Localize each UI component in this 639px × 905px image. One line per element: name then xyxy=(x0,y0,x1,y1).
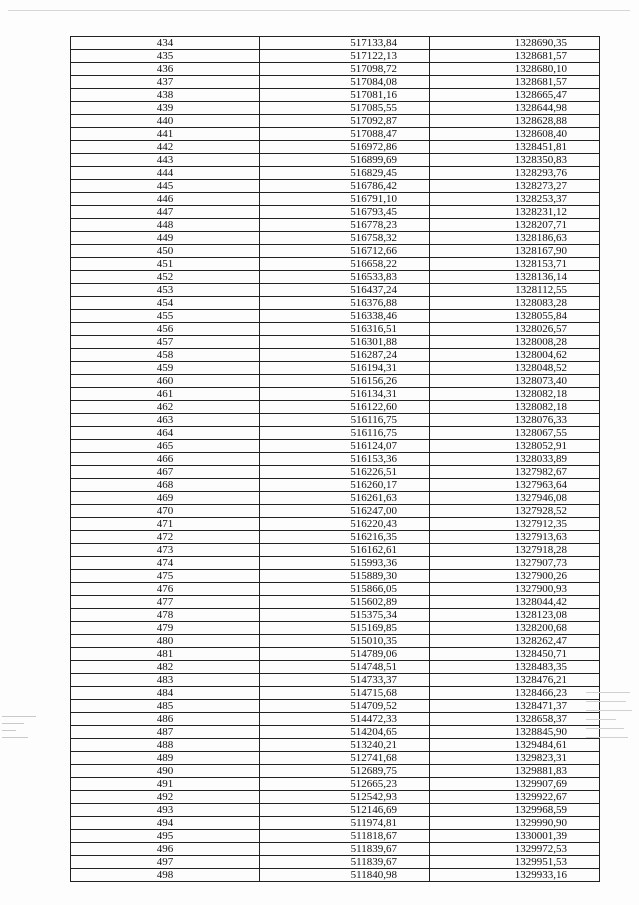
x-coordinate-cell: 512542,93 xyxy=(260,791,430,804)
table-row xyxy=(71,63,600,76)
x-coordinate-cell: 516793,45 xyxy=(260,206,430,219)
table-row xyxy=(71,180,600,193)
x-coordinate-cell: 514472,33 xyxy=(260,713,430,726)
x-coordinate-cell: 511839,67 xyxy=(260,843,430,856)
point-number-cell: 466 xyxy=(71,453,260,466)
point-number-cell: 492 xyxy=(71,791,260,804)
x-coordinate-cell: 515602,89 xyxy=(260,596,430,609)
x-coordinate-cell: 516122,60 xyxy=(260,401,430,414)
point-number-cell: 436 xyxy=(71,63,260,76)
point-number-cell: 476 xyxy=(71,583,260,596)
x-coordinate-cell: 516778,23 xyxy=(260,219,430,232)
x-coordinate-cell: 516786,42 xyxy=(260,180,430,193)
table-row xyxy=(71,89,600,102)
y-coordinate-cell: 1328628,88 xyxy=(430,115,600,128)
y-coordinate-cell: 1328067,55 xyxy=(430,427,600,440)
point-number-cell: 469 xyxy=(71,492,260,505)
point-number-cell: 487 xyxy=(71,726,260,739)
x-coordinate-cell: 516116,75 xyxy=(260,427,430,440)
y-coordinate-cell: 1328048,52 xyxy=(430,362,600,375)
point-number-cell: 450 xyxy=(71,245,260,258)
point-number-cell: 496 xyxy=(71,843,260,856)
point-number-cell: 488 xyxy=(71,739,260,752)
x-coordinate-cell: 516899,69 xyxy=(260,154,430,167)
y-coordinate-cell: 1327900,93 xyxy=(430,583,600,596)
x-coordinate-cell: 517098,72 xyxy=(260,63,430,76)
x-coordinate-cell: 516658,22 xyxy=(260,258,430,271)
y-coordinate-cell: 1328004,62 xyxy=(430,349,600,362)
point-number-cell: 443 xyxy=(71,154,260,167)
table-row xyxy=(71,518,600,531)
point-number-cell: 458 xyxy=(71,349,260,362)
table-row xyxy=(71,401,600,414)
x-coordinate-cell: 515010,35 xyxy=(260,635,430,648)
y-coordinate-cell: 1328083,28 xyxy=(430,297,600,310)
table-row xyxy=(71,505,600,518)
table-row xyxy=(71,427,600,440)
y-coordinate-cell: 1329484,61 xyxy=(430,739,600,752)
point-number-cell: 473 xyxy=(71,544,260,557)
point-number-cell: 456 xyxy=(71,323,260,336)
x-coordinate-cell: 516261,63 xyxy=(260,492,430,505)
x-coordinate-cell: 516162,61 xyxy=(260,544,430,557)
x-coordinate-cell: 517084,08 xyxy=(260,76,430,89)
point-number-cell: 497 xyxy=(71,856,260,869)
x-coordinate-cell: 516216,35 xyxy=(260,531,430,544)
table-row xyxy=(71,596,600,609)
table-row xyxy=(71,323,600,336)
y-coordinate-cell: 1328293,76 xyxy=(430,167,600,180)
x-coordinate-cell: 516712,66 xyxy=(260,245,430,258)
y-coordinate-cell: 1328026,57 xyxy=(430,323,600,336)
table-row xyxy=(71,609,600,622)
y-coordinate-cell: 1328200,68 xyxy=(430,622,600,635)
point-number-cell: 438 xyxy=(71,89,260,102)
point-number-cell: 483 xyxy=(71,674,260,687)
y-coordinate-cell: 1329972,53 xyxy=(430,843,600,856)
x-coordinate-cell: 515866,05 xyxy=(260,583,430,596)
point-number-cell: 480 xyxy=(71,635,260,648)
table-row xyxy=(71,479,600,492)
point-number-cell: 448 xyxy=(71,219,260,232)
y-coordinate-cell: 1327963,64 xyxy=(430,479,600,492)
point-number-cell: 459 xyxy=(71,362,260,375)
table-row xyxy=(71,804,600,817)
point-number-cell: 474 xyxy=(71,557,260,570)
x-coordinate-cell: 517092,87 xyxy=(260,115,430,128)
table-row xyxy=(71,674,600,687)
table-row xyxy=(71,50,600,63)
x-coordinate-cell: 512689,75 xyxy=(260,765,430,778)
x-coordinate-cell: 516226,51 xyxy=(260,466,430,479)
point-number-cell: 491 xyxy=(71,778,260,791)
point-number-cell: 475 xyxy=(71,570,260,583)
point-number-cell: 482 xyxy=(71,661,260,674)
y-coordinate-cell: 1328681,57 xyxy=(430,50,600,63)
point-number-cell: 442 xyxy=(71,141,260,154)
point-number-cell: 494 xyxy=(71,817,260,830)
point-number-cell: 470 xyxy=(71,505,260,518)
x-coordinate-cell: 516376,88 xyxy=(260,297,430,310)
table-row xyxy=(71,37,600,50)
point-number-cell: 447 xyxy=(71,206,260,219)
point-number-cell: 441 xyxy=(71,128,260,141)
table-row xyxy=(71,531,600,544)
x-coordinate-cell: 516116,75 xyxy=(260,414,430,427)
y-coordinate-cell: 1329951,53 xyxy=(430,856,600,869)
table-row xyxy=(71,544,600,557)
y-coordinate-cell: 1328608,40 xyxy=(430,128,600,141)
table-row xyxy=(71,466,600,479)
y-coordinate-cell: 1328123,08 xyxy=(430,609,600,622)
x-coordinate-cell: 516972,86 xyxy=(260,141,430,154)
y-coordinate-cell: 1327918,28 xyxy=(430,544,600,557)
y-coordinate-cell: 1328451,81 xyxy=(430,141,600,154)
table-row xyxy=(71,726,600,739)
point-number-cell: 481 xyxy=(71,648,260,661)
y-coordinate-cell: 1328082,18 xyxy=(430,388,600,401)
x-coordinate-cell: 514204,65 xyxy=(260,726,430,739)
x-coordinate-cell: 517085,55 xyxy=(260,102,430,115)
y-coordinate-cell: 1328450,71 xyxy=(430,648,600,661)
y-coordinate-cell: 1328231,12 xyxy=(430,206,600,219)
x-coordinate-cell: 512146,69 xyxy=(260,804,430,817)
point-number-cell: 486 xyxy=(71,713,260,726)
table-row xyxy=(71,245,600,258)
page-top-edge xyxy=(8,10,630,11)
y-coordinate-cell: 1328644,98 xyxy=(430,102,600,115)
x-coordinate-cell: 516301,88 xyxy=(260,336,430,349)
table-row xyxy=(71,310,600,323)
point-number-cell: 435 xyxy=(71,50,260,63)
x-coordinate-cell: 515889,30 xyxy=(260,570,430,583)
y-coordinate-cell: 1328207,71 xyxy=(430,219,600,232)
table-row xyxy=(71,388,600,401)
y-coordinate-cell: 1328044,42 xyxy=(430,596,600,609)
x-coordinate-cell: 515993,36 xyxy=(260,557,430,570)
table-row xyxy=(71,102,600,115)
point-number-cell: 440 xyxy=(71,115,260,128)
table-row xyxy=(71,570,600,583)
table-row xyxy=(71,141,600,154)
table-row xyxy=(71,700,600,713)
x-coordinate-cell: 517081,16 xyxy=(260,89,430,102)
y-coordinate-cell: 1328076,33 xyxy=(430,414,600,427)
y-coordinate-cell: 1328466,23 xyxy=(430,687,600,700)
table-row xyxy=(71,128,600,141)
table-row xyxy=(71,635,600,648)
x-coordinate-cell: 516153,36 xyxy=(260,453,430,466)
y-coordinate-cell: 1327900,26 xyxy=(430,570,600,583)
y-coordinate-cell: 1328186,63 xyxy=(430,232,600,245)
point-number-cell: 437 xyxy=(71,76,260,89)
table-row xyxy=(71,258,600,271)
y-coordinate-cell: 1329922,67 xyxy=(430,791,600,804)
table-row xyxy=(71,297,600,310)
y-coordinate-cell: 1328845,90 xyxy=(430,726,600,739)
table-row xyxy=(71,752,600,765)
x-coordinate-cell: 514709,52 xyxy=(260,700,430,713)
table-row xyxy=(71,232,600,245)
y-coordinate-cell: 1328082,18 xyxy=(430,401,600,414)
point-number-cell: 489 xyxy=(71,752,260,765)
table-row xyxy=(71,115,600,128)
table-row xyxy=(71,622,600,635)
point-number-cell: 477 xyxy=(71,596,260,609)
scan-artifact-right xyxy=(586,692,634,764)
table-row xyxy=(71,583,600,596)
point-number-cell: 467 xyxy=(71,466,260,479)
y-coordinate-cell: 1327907,73 xyxy=(430,557,600,570)
x-coordinate-cell: 516829,45 xyxy=(260,167,430,180)
y-coordinate-cell: 1327913,63 xyxy=(430,531,600,544)
x-coordinate-cell: 511974,81 xyxy=(260,817,430,830)
x-coordinate-cell: 516220,43 xyxy=(260,518,430,531)
y-coordinate-cell: 1328690,35 xyxy=(430,37,600,50)
y-coordinate-cell: 1328055,84 xyxy=(430,310,600,323)
x-coordinate-cell: 511839,67 xyxy=(260,856,430,869)
y-coordinate-cell: 1329823,31 xyxy=(430,752,600,765)
x-coordinate-cell: 516247,00 xyxy=(260,505,430,518)
point-number-cell: 457 xyxy=(71,336,260,349)
x-coordinate-cell: 514748,51 xyxy=(260,661,430,674)
point-number-cell: 462 xyxy=(71,401,260,414)
x-coordinate-cell: 516437,24 xyxy=(260,284,430,297)
table-row xyxy=(71,856,600,869)
table-row xyxy=(71,193,600,206)
y-coordinate-cell: 1328052,91 xyxy=(430,440,600,453)
point-number-cell: 445 xyxy=(71,180,260,193)
point-number-cell: 464 xyxy=(71,427,260,440)
point-number-cell: 452 xyxy=(71,271,260,284)
table-row xyxy=(71,843,600,856)
point-number-cell: 444 xyxy=(71,167,260,180)
y-coordinate-cell: 1328136,14 xyxy=(430,271,600,284)
table-row xyxy=(71,362,600,375)
coordinates-table-body xyxy=(71,37,600,882)
y-coordinate-cell: 1328658,37 xyxy=(430,713,600,726)
y-coordinate-cell: 1329881,83 xyxy=(430,765,600,778)
table-row xyxy=(71,76,600,89)
x-coordinate-cell: 516287,24 xyxy=(260,349,430,362)
table-row xyxy=(71,271,600,284)
y-coordinate-cell: 1328073,40 xyxy=(430,375,600,388)
y-coordinate-cell: 1328273,27 xyxy=(430,180,600,193)
table-row xyxy=(71,440,600,453)
table-row xyxy=(71,869,600,882)
y-coordinate-cell: 1328681,57 xyxy=(430,76,600,89)
point-number-cell: 484 xyxy=(71,687,260,700)
y-coordinate-cell: 1330001,39 xyxy=(430,830,600,843)
x-coordinate-cell: 516134,31 xyxy=(260,388,430,401)
y-coordinate-cell: 1328167,90 xyxy=(430,245,600,258)
table-row xyxy=(71,557,600,570)
x-coordinate-cell: 513240,21 xyxy=(260,739,430,752)
table-row xyxy=(71,765,600,778)
x-coordinate-cell: 516338,46 xyxy=(260,310,430,323)
point-number-cell: 490 xyxy=(71,765,260,778)
table-row xyxy=(71,349,600,362)
table-row xyxy=(71,791,600,804)
table-row xyxy=(71,492,600,505)
table-row xyxy=(71,739,600,752)
point-number-cell: 454 xyxy=(71,297,260,310)
y-coordinate-cell: 1328350,83 xyxy=(430,154,600,167)
x-coordinate-cell: 516533,83 xyxy=(260,271,430,284)
point-number-cell: 434 xyxy=(71,37,260,50)
y-coordinate-cell: 1328008,28 xyxy=(430,336,600,349)
table-row xyxy=(71,375,600,388)
point-number-cell: 493 xyxy=(71,804,260,817)
point-number-cell: 451 xyxy=(71,258,260,271)
x-coordinate-cell: 517122,13 xyxy=(260,50,430,63)
point-number-cell: 449 xyxy=(71,232,260,245)
point-number-cell: 455 xyxy=(71,310,260,323)
point-number-cell: 498 xyxy=(71,869,260,882)
y-coordinate-cell: 1328680,10 xyxy=(430,63,600,76)
table-row xyxy=(71,414,600,427)
x-coordinate-cell: 512665,23 xyxy=(260,778,430,791)
y-coordinate-cell: 1328476,21 xyxy=(430,674,600,687)
point-number-cell: 485 xyxy=(71,700,260,713)
x-coordinate-cell: 515375,34 xyxy=(260,609,430,622)
y-coordinate-cell: 1327946,08 xyxy=(430,492,600,505)
y-coordinate-cell: 1329990,90 xyxy=(430,817,600,830)
y-coordinate-cell: 1328483,35 xyxy=(430,661,600,674)
point-number-cell: 461 xyxy=(71,388,260,401)
x-coordinate-cell: 516791,10 xyxy=(260,193,430,206)
point-number-cell: 439 xyxy=(71,102,260,115)
x-coordinate-cell: 511840,98 xyxy=(260,869,430,882)
coordinates-table xyxy=(70,36,600,882)
y-coordinate-cell: 1328471,37 xyxy=(430,700,600,713)
table-row xyxy=(71,219,600,232)
y-coordinate-cell: 1328112,55 xyxy=(430,284,600,297)
x-coordinate-cell: 516316,51 xyxy=(260,323,430,336)
table-row xyxy=(71,154,600,167)
table-row xyxy=(71,713,600,726)
x-coordinate-cell: 514733,37 xyxy=(260,674,430,687)
point-number-cell: 468 xyxy=(71,479,260,492)
x-coordinate-cell: 517133,84 xyxy=(260,37,430,50)
point-number-cell: 446 xyxy=(71,193,260,206)
x-coordinate-cell: 517088,47 xyxy=(260,128,430,141)
y-coordinate-cell: 1327982,67 xyxy=(430,466,600,479)
point-number-cell: 453 xyxy=(71,284,260,297)
table-row xyxy=(71,830,600,843)
point-number-cell: 495 xyxy=(71,830,260,843)
x-coordinate-cell: 512741,68 xyxy=(260,752,430,765)
y-coordinate-cell: 1328033,89 xyxy=(430,453,600,466)
x-coordinate-cell: 516124,07 xyxy=(260,440,430,453)
x-coordinate-cell: 516194,31 xyxy=(260,362,430,375)
y-coordinate-cell: 1328253,37 xyxy=(430,193,600,206)
table-row xyxy=(71,648,600,661)
table-row xyxy=(71,661,600,674)
x-coordinate-cell: 516156,26 xyxy=(260,375,430,388)
table-row xyxy=(71,453,600,466)
point-number-cell: 479 xyxy=(71,622,260,635)
point-number-cell: 463 xyxy=(71,414,260,427)
x-coordinate-cell: 514789,06 xyxy=(260,648,430,661)
y-coordinate-cell: 1329907,69 xyxy=(430,778,600,791)
x-coordinate-cell: 511818,67 xyxy=(260,830,430,843)
table-row xyxy=(71,336,600,349)
y-coordinate-cell: 1329933,16 xyxy=(430,869,600,882)
table-row xyxy=(71,817,600,830)
y-coordinate-cell: 1327912,35 xyxy=(430,518,600,531)
x-coordinate-cell: 514715,68 xyxy=(260,687,430,700)
point-number-cell: 465 xyxy=(71,440,260,453)
y-coordinate-cell: 1327928,52 xyxy=(430,505,600,518)
x-coordinate-cell: 516758,32 xyxy=(260,232,430,245)
point-number-cell: 471 xyxy=(71,518,260,531)
table-row xyxy=(71,687,600,700)
table-row xyxy=(71,778,600,791)
y-coordinate-cell: 1328153,71 xyxy=(430,258,600,271)
x-coordinate-cell: 516260,17 xyxy=(260,479,430,492)
point-number-cell: 460 xyxy=(71,375,260,388)
point-number-cell: 478 xyxy=(71,609,260,622)
y-coordinate-cell: 1329968,59 xyxy=(430,804,600,817)
table-row xyxy=(71,167,600,180)
table-row xyxy=(71,284,600,297)
point-number-cell: 472 xyxy=(71,531,260,544)
table-row xyxy=(71,206,600,219)
y-coordinate-cell: 1328665,47 xyxy=(430,89,600,102)
scan-artifact-left xyxy=(2,716,40,752)
x-coordinate-cell: 515169,85 xyxy=(260,622,430,635)
y-coordinate-cell: 1328262,47 xyxy=(430,635,600,648)
